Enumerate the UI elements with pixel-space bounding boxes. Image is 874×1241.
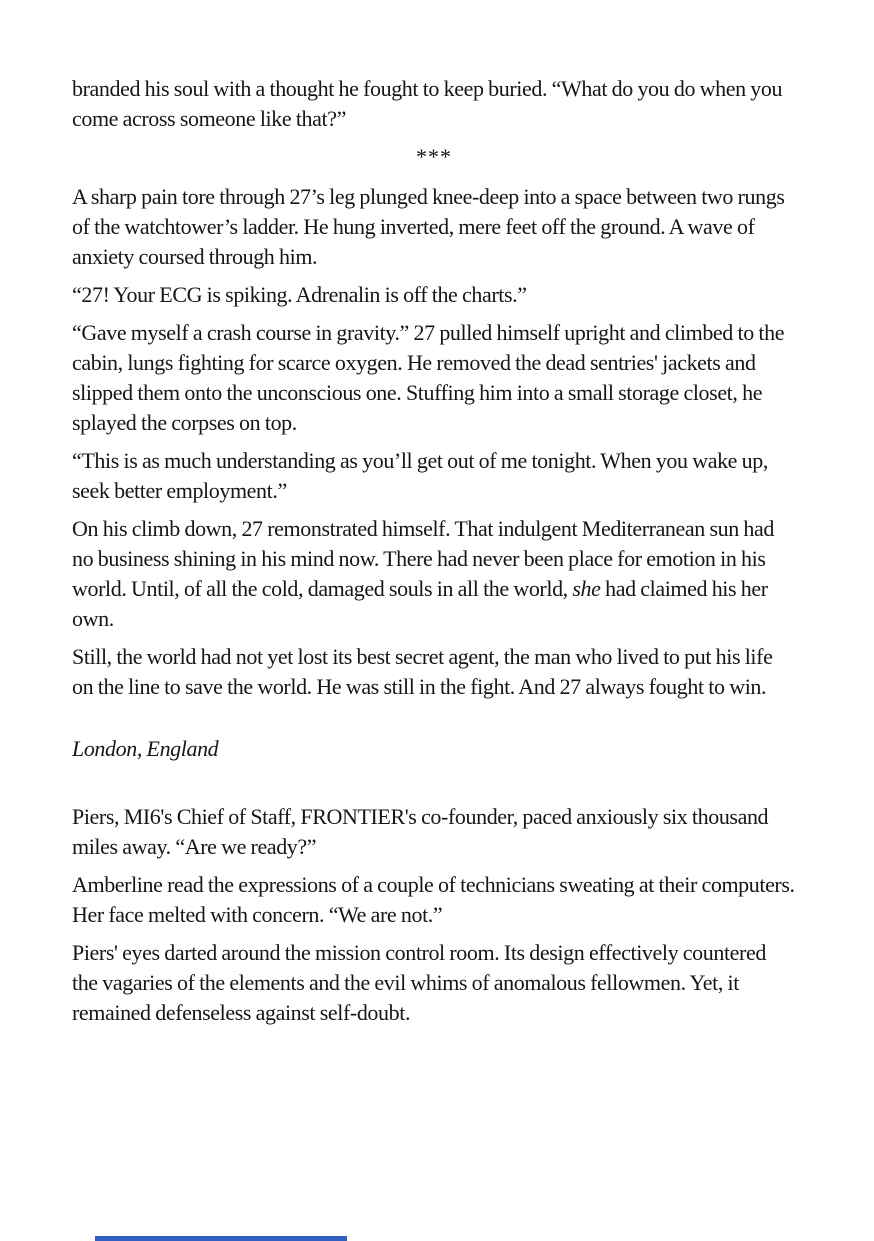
text-run: Amberline read the expressions of a couple of technicians sweating at their computers. Her face melted with concern. “We are not.” <box>72 872 795 927</box>
paragraph <box>72 514 796 634</box>
scene-heading <box>72 734 796 764</box>
text-run: Piers' eyes darted around the mission control room. Its design effectively countered the vagaries of the elements and the evil whims of anomalous fellowmen. Yet, it remained defenseless against self-doubt. <box>72 940 766 1025</box>
paragraph <box>72 280 796 310</box>
text-run: “Gave myself a crash course in gravity.” 27 pulled himself upright and climbed to the cabin, lungs fighting for scarce oxygen. He removed the dead sentries' jackets and slipped them onto the unconscious one. Stuffing him into a small storage closet, he splayed the corpses on top. <box>72 320 785 435</box>
page-bottom-accent-bar <box>95 1236 347 1241</box>
italic-text-run: London, England <box>72 736 219 761</box>
italic-text-run: she <box>572 576 601 601</box>
text-run: “27! Your ECG is spiking. Adrenalin is off the charts.” <box>72 282 527 307</box>
text-run: Piers, MI6's Chief of Staff, FRONTIER's co-founder, paced anxiously six thousand miles away. “Are we ready?” <box>72 804 769 859</box>
paragraph <box>72 938 796 1028</box>
text-run: On his climb down, 27 remonstrated himself. That indulgent Mediterranean sun had no business shining in his mind now. There had never been place for emotion in his world. Until, of all the cold, damaged souls in all the world, <box>72 516 774 601</box>
paragraph <box>72 802 796 862</box>
separator <box>72 142 796 172</box>
text-run: *** <box>416 144 452 169</box>
paragraph <box>72 446 796 506</box>
text-run: A sharp pain tore through 27’s leg plunged knee-deep into a space between two rungs of the watchtower’s ladder. He hung inverted, mere feet off the ground. A wave of anxiety coursed through him. <box>72 184 785 269</box>
text-run: Still, the world had not yet lost its best secret agent, the man who lived to put his life on the line to save the world. He was still in the fight. And 27 always fought to win. <box>72 644 773 699</box>
paragraph <box>72 642 796 702</box>
text-run: “This is as much understanding as you’ll get out of me tonight. When you wake up, seek better employment.” <box>72 448 768 503</box>
paragraph <box>72 74 796 134</box>
paragraph <box>72 182 796 272</box>
text-run: had claimed his her own. <box>72 576 768 631</box>
paragraph <box>72 318 796 438</box>
paragraph <box>72 870 796 930</box>
text-run: branded his soul with a thought he fought to keep buried. “What do you do when you come across someone like that?” <box>72 76 783 131</box>
